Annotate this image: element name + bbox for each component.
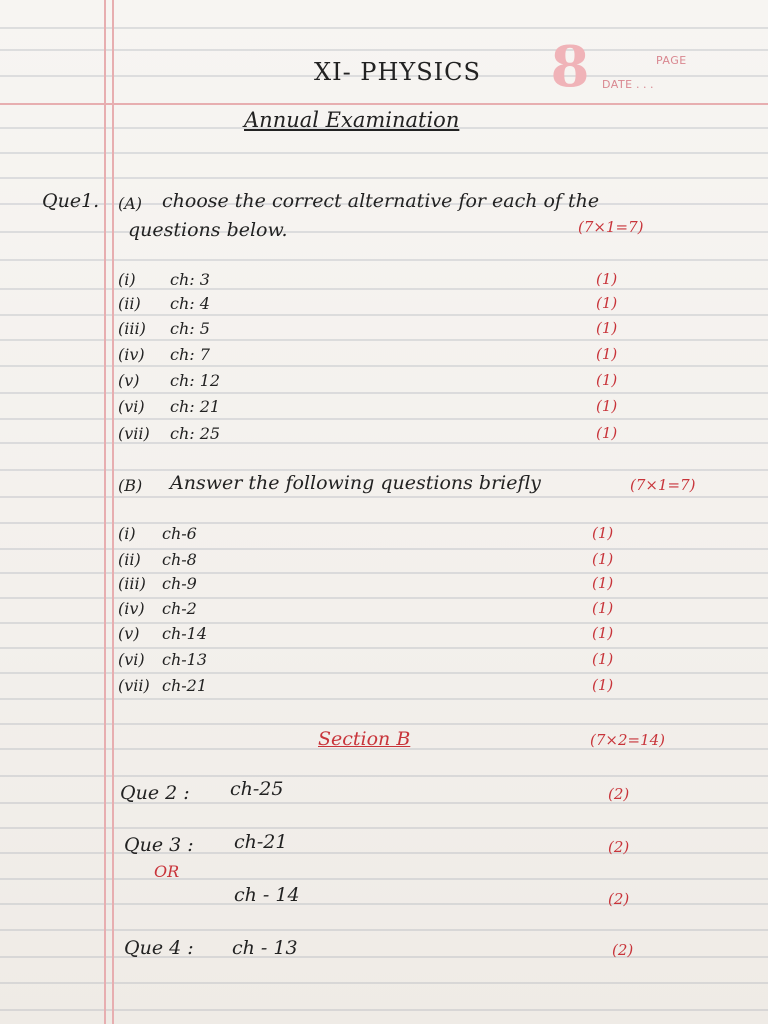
part-a-item-number: (iv): [118, 345, 145, 364]
section-b-question-label: Que 4 :: [124, 937, 194, 959]
section-b-question-label: OR: [154, 862, 180, 881]
part-a-item-text: ch: 25: [170, 424, 221, 443]
part-a-item-text: ch: 21: [170, 397, 221, 416]
part-b-item-marks: (1): [592, 550, 614, 568]
part-a-item-marks: (1): [596, 424, 618, 442]
part-a-item-marks: (1): [596, 294, 618, 312]
part-b-item-number: (vii): [118, 676, 150, 695]
section-b-question-text: ch - 14: [234, 884, 300, 906]
section-b-question-text: ch-25: [230, 778, 284, 800]
section-b-marks: (7×2=14): [590, 731, 666, 749]
section-b-question-label: Que 3 :: [124, 834, 194, 856]
part-b-item-text: ch-14: [162, 624, 208, 643]
q1-part-b-marks: (7×1=7): [630, 476, 696, 494]
part-b-item-marks: (1): [592, 574, 614, 592]
section-b-question-marks: (2): [612, 941, 634, 959]
part-a-item-number: (i): [118, 270, 136, 289]
part-a-item-marks: (1): [596, 270, 618, 288]
part-b-item-marks: (1): [592, 676, 614, 694]
q1-part-a-marks: (7×1=7): [578, 218, 644, 236]
part-a-item-marks: (1): [596, 345, 618, 363]
margin-line-right: [112, 0, 114, 1024]
q1-part-a-line1: choose the correct alternative for each of the: [162, 190, 600, 212]
part-b-item-number: (v): [118, 624, 140, 643]
notebook-logo-icon: 8: [550, 34, 590, 100]
section-b-question-marks: (2): [608, 838, 630, 856]
q1-part-a-label: (A): [118, 194, 143, 213]
part-a-item-number: (vii): [118, 424, 150, 443]
part-b-item-text: ch-9: [162, 574, 197, 593]
section-b-heading: Section B: [318, 728, 411, 750]
section-b-question-marks: (2): [608, 785, 630, 803]
date-dots: . . .: [636, 78, 654, 91]
part-a-item-text: ch: 4: [170, 294, 210, 313]
part-b-item-marks: (1): [592, 650, 614, 668]
part-a-item-text: ch: 3: [170, 270, 210, 289]
part-b-item-number: (i): [118, 524, 136, 543]
part-b-item-text: ch-2: [162, 599, 197, 618]
part-b-item-number: (iv): [118, 599, 145, 618]
part-b-item-number: (vi): [118, 650, 145, 669]
margin-line-left: [104, 0, 106, 1024]
part-b-item-text: ch-21: [162, 676, 208, 695]
part-a-item-marks: (1): [596, 371, 618, 389]
q1-part-b-label: (B): [118, 476, 143, 495]
part-a-item-text: ch: 7: [170, 345, 210, 364]
part-a-item-number: (vi): [118, 397, 145, 416]
page-date-box: [540, 34, 687, 100]
q1-part-b-text: Answer the following questions briefly: [170, 472, 541, 494]
part-b-item-marks: (1): [592, 599, 614, 617]
header-rule: [0, 103, 768, 105]
part-b-item-text: ch-8: [162, 550, 197, 569]
q1-label: Que1.: [42, 190, 100, 212]
section-b-question-label: Que 2 :: [120, 782, 190, 804]
section-b-question-text: ch-21: [234, 831, 288, 853]
page-subtitle: Annual Examination: [244, 108, 460, 132]
part-a-item-text: ch: 5: [170, 319, 210, 338]
part-a-item-number: (ii): [118, 294, 141, 313]
page-title: XI- PHYSICS: [314, 58, 481, 86]
part-a-item-marks: (1): [596, 319, 618, 337]
part-b-item-marks: (1): [592, 524, 614, 542]
part-b-item-marks: (1): [592, 624, 614, 642]
part-a-item-text: ch: 12: [170, 371, 221, 390]
part-a-item-marks: (1): [596, 397, 618, 415]
part-b-item-number: (iii): [118, 574, 146, 593]
section-b-question-marks: (2): [608, 890, 630, 908]
part-b-item-number: (ii): [118, 550, 141, 569]
date-label: DATE: [602, 78, 633, 91]
part-b-item-text: ch-13: [162, 650, 208, 669]
q1-part-a-line2: questions below.: [128, 219, 288, 241]
part-a-item-number: (iii): [118, 319, 146, 338]
page-label: PAGE: [656, 54, 687, 67]
section-b-question-text: ch - 13: [232, 937, 298, 959]
part-a-item-number: (v): [118, 371, 140, 390]
part-b-item-text: ch-6: [162, 524, 197, 543]
